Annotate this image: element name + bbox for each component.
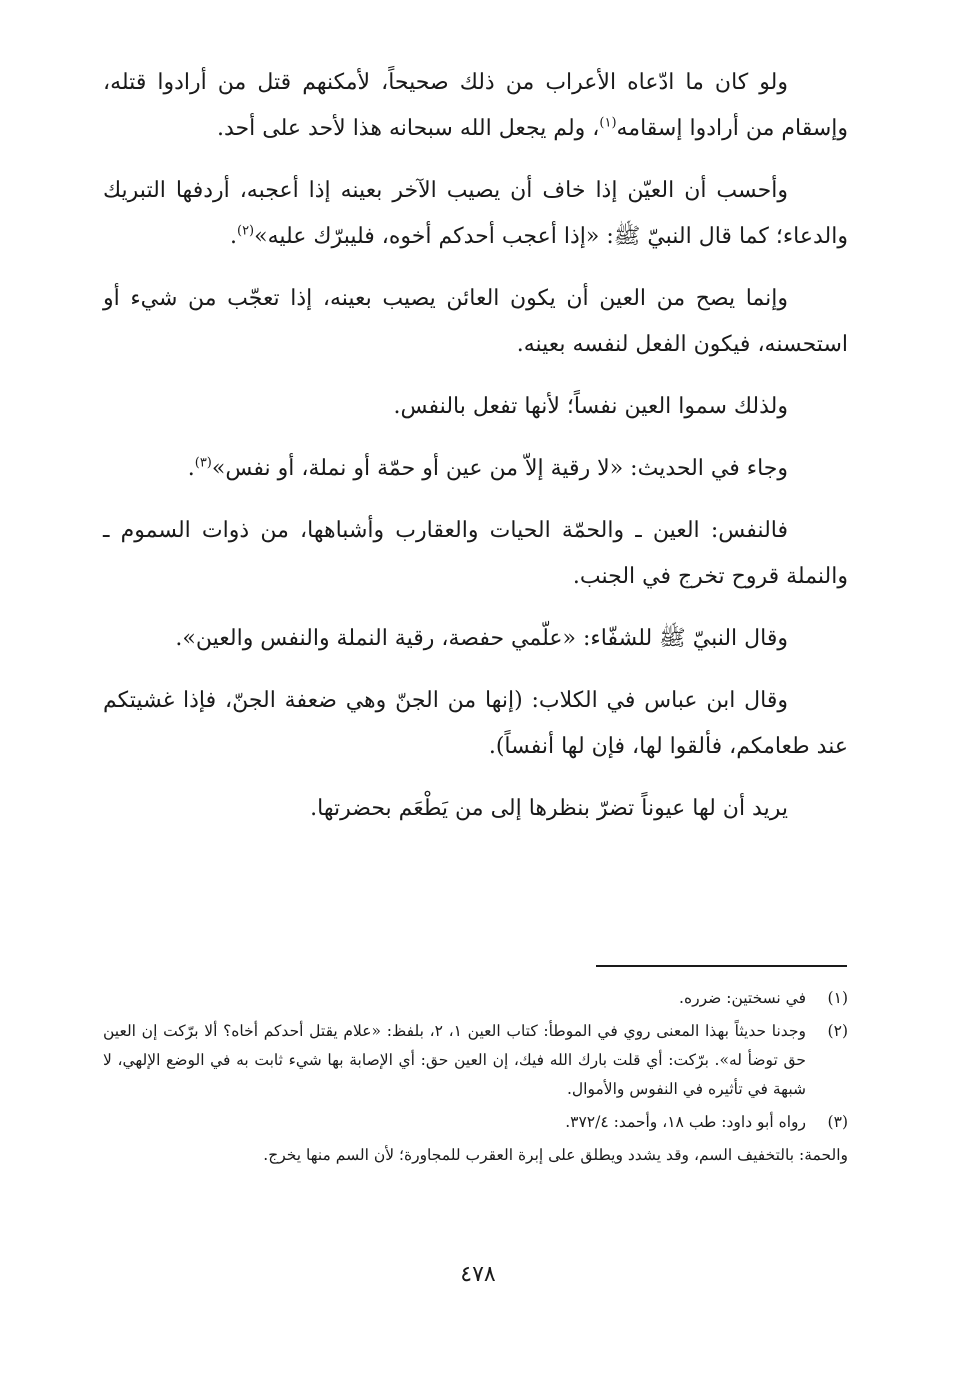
footnote (103, 1017, 848, 1104)
footnotes (103, 984, 848, 1170)
footnote-divider (596, 965, 847, 967)
paragraph: يريد أن لها عيوناً تضرّ بنظرها إلى من يَطْعَم بحضرتها. (310, 796, 788, 821)
paragraph: وقال ابن عباس في الكلاب: (إنها من الجنّ وهي ضعفة الجنّ، فإذا غشيتكم عند طعامكم، فألقوا لها، فإن لها أنفساً). (103, 688, 848, 759)
paragraph: وإنما يصح من العين أن يكون العائن يصيب بعينه، إذا تعجّب من شيء أو استحسنه، فيكون الفعل لنفسه بعينه. (103, 286, 848, 357)
footnote-ref[interactable]: (١) (599, 115, 617, 131)
footnote-number: (٣) (827, 1113, 848, 1131)
footnote-text: رواه أبو داود: طب ١٨، وأحمد: ٣٧٢/٤. (565, 1113, 806, 1131)
footnote-number: (٢) (827, 1022, 848, 1040)
paragraph: ولو كان ما ادّعاه الأعراب من ذلك صحيحاً، لأمكنهم قتل من أرادوا قتله، وإسقام من أرادوا إسقامه$^{(١)}$، ولم يجعل الله سبحانه هذا لأحد على أحد. (103, 70, 848, 141)
paragraph: ولذلك سموا العين نفساً؛ لأنها تفعل بالنفس. (393, 394, 788, 419)
paragraph: وأحسب أن العيّن إذا خاف أن يصيب الآخر بعينه إذا أعجبه، أردفها التبريك والدعاء؛ كما قال النبيّ ﷺ: «إذا أعجب أحدكم أخوه، فليبرّك عليه»$^{(٢)}$. (103, 178, 848, 249)
footnote-continuation: والحمة: بالتخفيف السم، وقد يشدد ويطلق على إبرة العقرب للمجاورة؛ لأن السم منها يخرج. (263, 1146, 848, 1164)
footnote-text: وجدنا حديثاً بهذا المعنى روي في الموطأ: كتاب العين ١، ٢، بلفظ: «علام يقتل أحدكم أخاه؟ ألا برّكت إن العين حق توضأ له». برّكت: أي قلت بارك الله فيك، إن العين حق: أي الإصابة بها شيء ثابت به في الوضع الإلهي، لا شبهة في تأثيره في النفوس والأموال. (103, 1022, 806, 1098)
main-text (103, 60, 848, 848)
footnote (103, 1108, 848, 1137)
page-number: ٤٧٨ (460, 1262, 496, 1287)
footnote-number: (١) (827, 989, 848, 1007)
footnote-text: في نسختين: ضرره. (679, 989, 806, 1007)
footnote (103, 984, 848, 1013)
paragraph: وجاء في الحديث: «لا رقية إلاّ من عين أو حمّة أو نملة، أو نفس»$^{(٣)}$. (187, 455, 788, 481)
paragraph: فالنفس: العين ـ والحمّة الحيات والعقارب وأشباهها، من ذوات السموم ـ والنملة قروح تخرج في الجنب. (103, 518, 848, 589)
footnote-ref[interactable]: (٣) (194, 455, 212, 471)
paragraph: وقال النبيّ ﷺ للشفّاء: «علّمي حفصة، رقية النملة والنفس والعين». (175, 626, 788, 651)
footnote-ref[interactable]: (٢) (236, 223, 255, 239)
